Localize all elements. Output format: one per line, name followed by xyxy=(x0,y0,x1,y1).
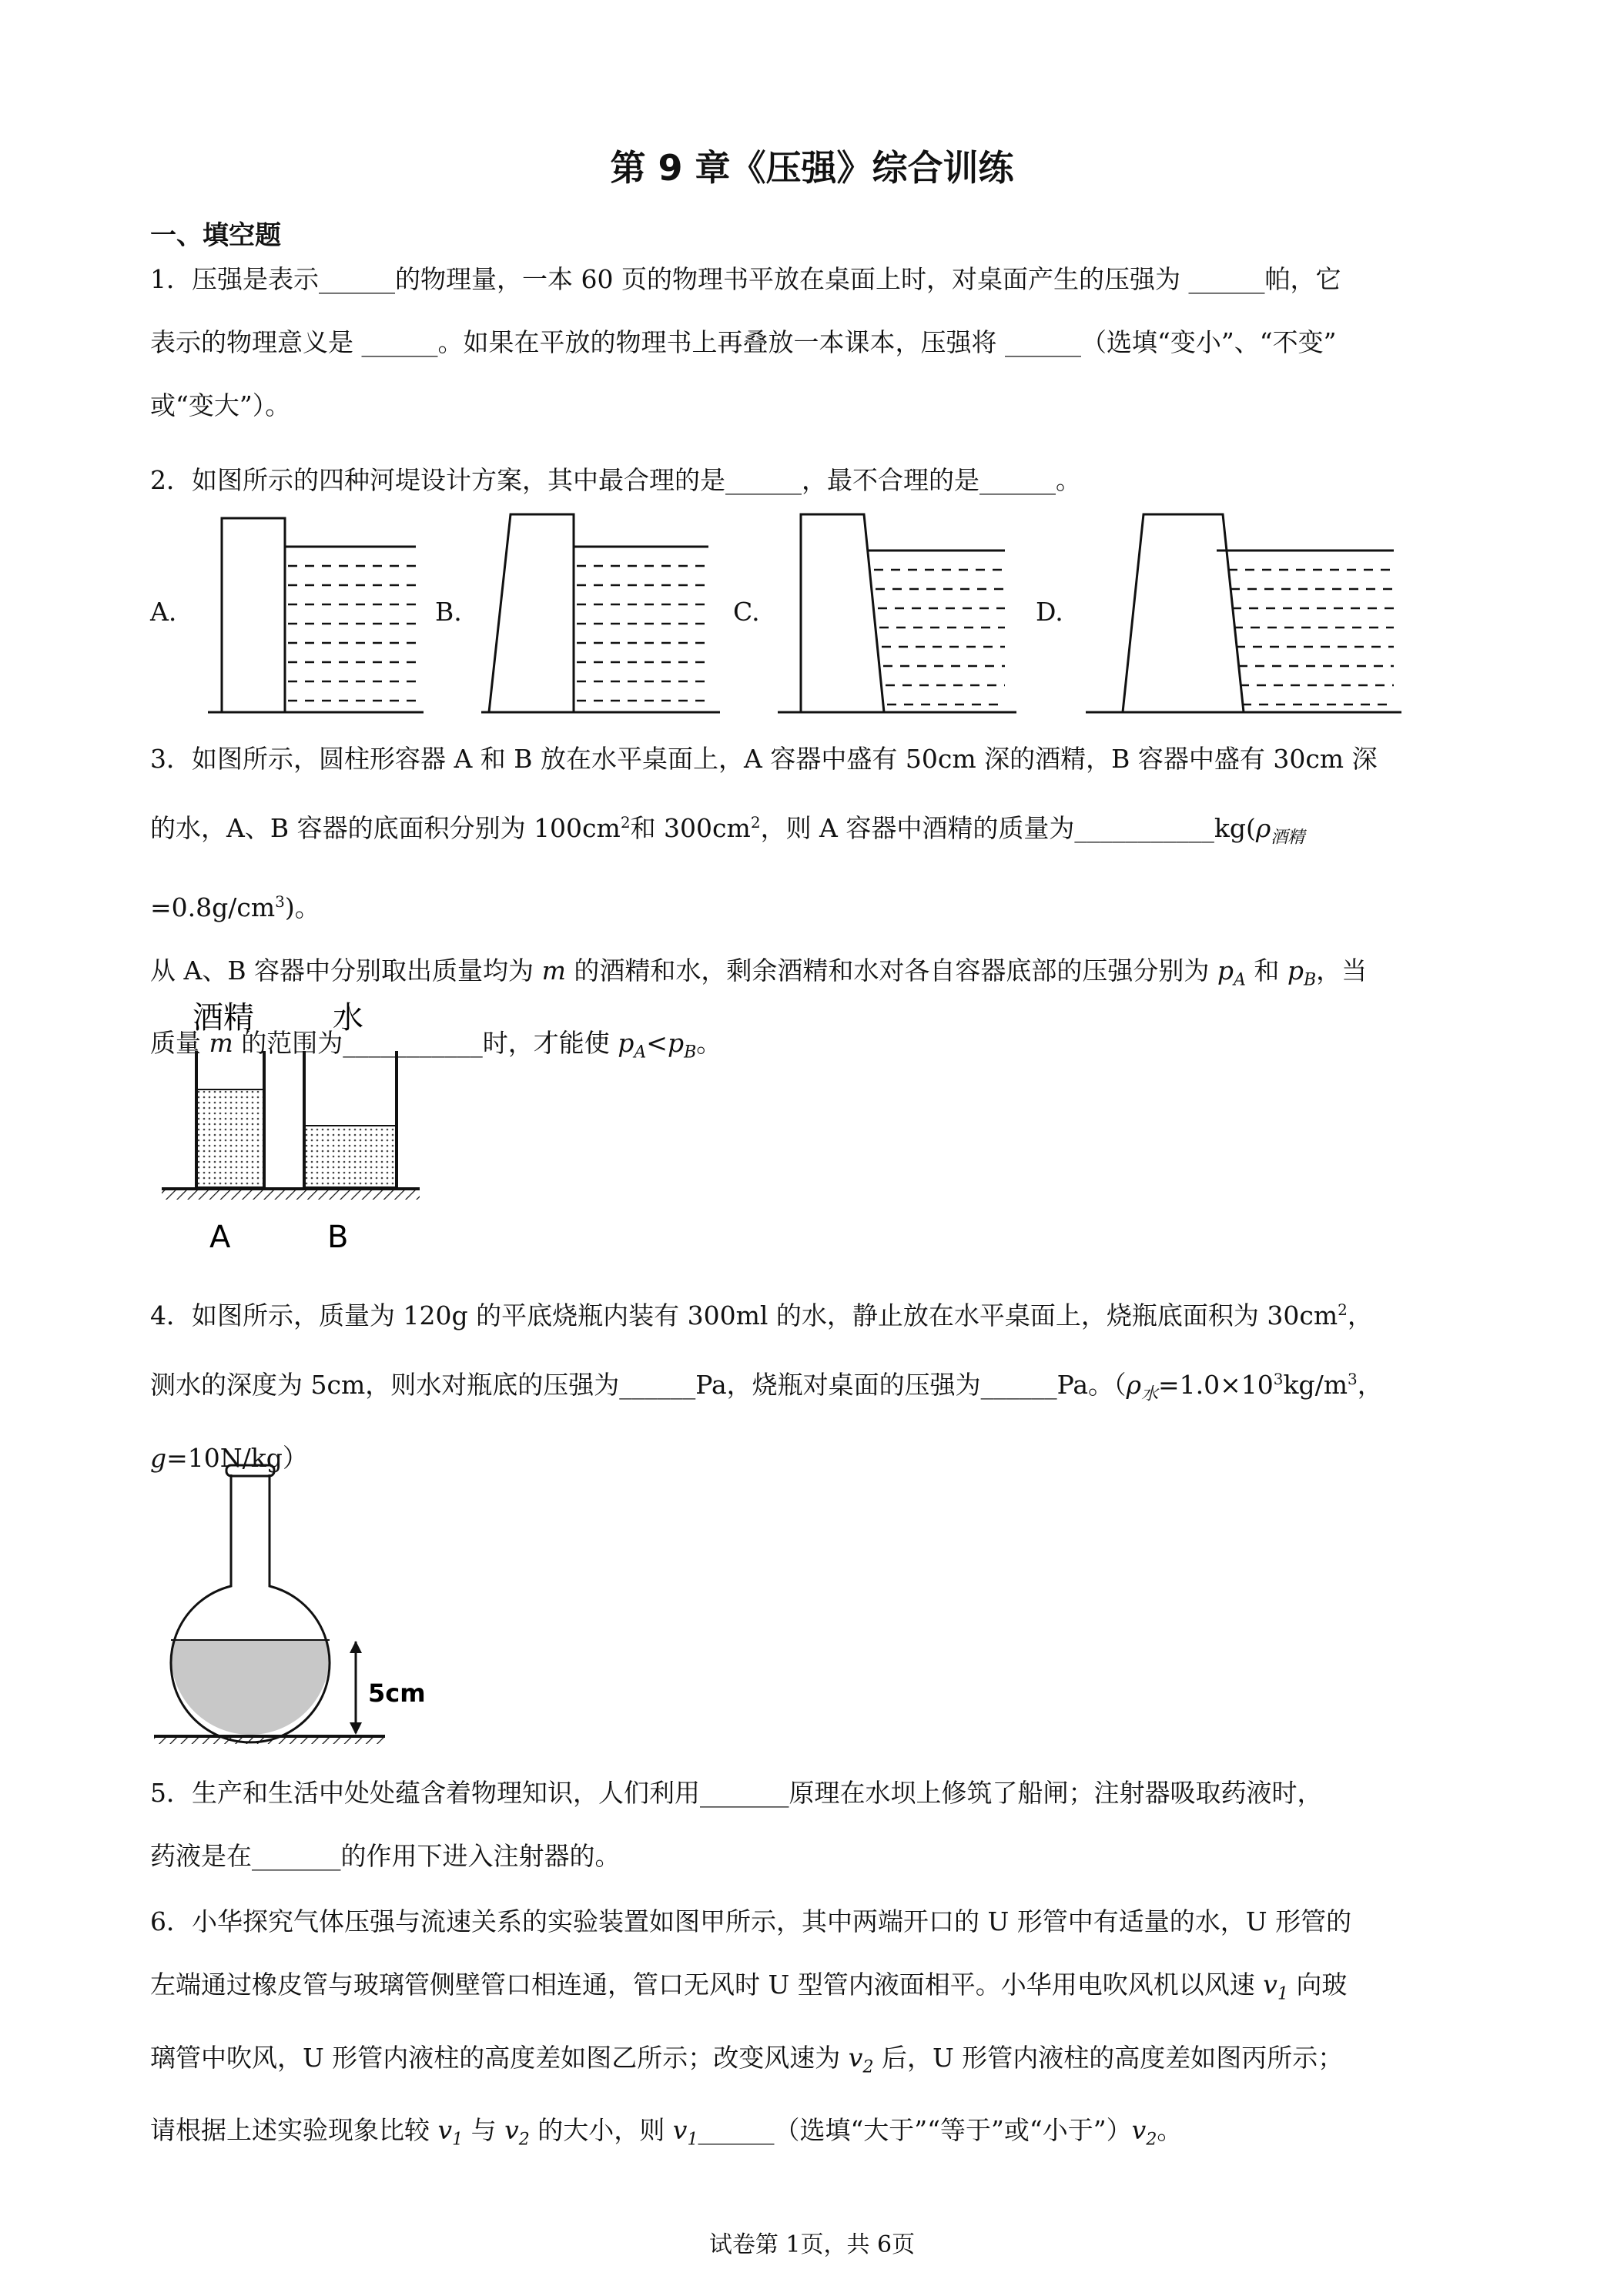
q6-v2-symbol-2: v xyxy=(504,2115,519,2146)
q1-line1: 1．压强是表示______的物理量，一本 60 页的物理书平放在桌面上时，对桌面产生的压强为 ______帕，它 xyxy=(150,264,1341,294)
q3-pressure-symbol-c: p xyxy=(618,1028,635,1059)
q3-line2-text-e: )。 xyxy=(284,892,320,922)
q3-pressure-symbol-a: p xyxy=(1217,955,1234,986)
dam-diagram-d xyxy=(1086,508,1409,716)
q3-mass-symbol: m xyxy=(541,955,566,986)
q6-line4-text-a: 请根据上述实验现象比较 xyxy=(150,2115,438,2146)
q6-line3-text-a: 璃管中吹风，U 形管内液柱的高度差如图乙所示；改变风速为 xyxy=(150,2042,849,2073)
question-1 xyxy=(150,248,1475,437)
option-b-label: B. xyxy=(435,597,462,627)
q6-line4 xyxy=(150,2099,1475,2172)
q3-subscript-b: B xyxy=(1303,970,1317,990)
q4-rho-subscript: 水 xyxy=(1140,1384,1158,1404)
q4-line2 xyxy=(150,1347,1475,1427)
q3-line4-text-a: 质量 xyxy=(150,1028,209,1059)
option-c-label: C. xyxy=(733,597,760,627)
q4-exponent: 3 xyxy=(1273,1370,1284,1388)
q2-line1: 2．如图所示的四种河堤设计方案，其中最合理的是______，最不合理的是______。 xyxy=(150,465,1081,495)
q6-line4-text-c: 的大小，则 xyxy=(529,2115,673,2146)
q4-line3-text: =10N/kg） xyxy=(166,1442,308,1473)
q3-less-than: < xyxy=(646,1028,668,1059)
q4-line2-text-a: 测水的深度为 5cm，则水对瓶底的压强为______Pa，烧瓶对桌面的压强为______Pa。（ xyxy=(150,1370,1127,1400)
flask-diagram xyxy=(146,1451,439,1744)
q4-line2-text-c: kg/m xyxy=(1283,1370,1348,1400)
q3-line2-text-d: =0.8g/cm xyxy=(150,892,276,922)
q6-v1-symbol: v xyxy=(1263,1970,1277,2000)
q3-pressure-symbol-b: p xyxy=(1287,955,1304,986)
q6-v1-subscript: 1 xyxy=(1277,1984,1288,2004)
depth-label: 5cm xyxy=(368,1678,426,1708)
dam-diagram-c xyxy=(778,508,1016,716)
q6-line2-text-b: 向玻 xyxy=(1287,1970,1348,2000)
question-2 xyxy=(150,449,1475,512)
q6-v1-subscript-2: 1 xyxy=(452,2130,464,2150)
containers-diagram xyxy=(154,993,431,1263)
q3-line3-text-a: 从 A、B 容器中分别取出质量均为 xyxy=(150,955,542,986)
q3-subscript-a2: A xyxy=(634,1043,647,1063)
q3-rho: ρ xyxy=(1255,813,1271,843)
q4-superscript-2: 2 xyxy=(1338,1300,1348,1319)
question-6 xyxy=(150,1890,1475,2172)
q3-subscript-b2: B xyxy=(684,1043,697,1063)
q3-line3-text-b: 的酒精和水，剩余酒精和水对各自容器底部的压强分别为 xyxy=(565,955,1217,986)
q3-rho-subscript: 酒精 xyxy=(1271,828,1305,848)
dam-diagram-a xyxy=(208,512,424,716)
page-title: 第 9 章《压强》综合训练 xyxy=(610,147,1014,189)
q6-v2-symbol-3: v xyxy=(1131,2115,1147,2146)
water-label: 水 xyxy=(333,1000,363,1036)
q3-line1: 3．如图所示，圆柱形容器 A 和 B 放在水平桌面上，A 容器中盛有 50cm 深的酒精，B 容器中盛有 30cm 深 xyxy=(150,744,1378,774)
q3-superscript-2b: 2 xyxy=(750,813,761,832)
q4-line1-text-a: 4．如图所示，质量为 120g 的平底烧瓶内装有 300ml 的水，静止放在水平桌面上，烧瓶底面积为 30cm xyxy=(150,1300,1338,1330)
option-a-label: A. xyxy=(150,597,177,627)
question-5 xyxy=(150,1762,1475,1888)
q6-line2-text: 左端通过橡皮管与玻璃管侧壁管口相连通，管口无风时 U 型管内液面相平。小华用电吹风机以风速 xyxy=(150,1970,1264,2000)
q6-v2-subscript: 2 xyxy=(862,2057,874,2077)
q6-v2-symbol: v xyxy=(848,2042,863,2073)
section-heading: 一、填空题 xyxy=(150,220,281,251)
q6-line2 xyxy=(150,1953,1475,2027)
q4-rho: ρ xyxy=(1126,1370,1141,1400)
container-b-label: B xyxy=(327,1220,349,1255)
q3-end: 。 xyxy=(696,1028,722,1059)
dam-diagram-b xyxy=(481,508,720,716)
q4-line2-text-d: ， xyxy=(1357,1370,1383,1400)
q6-v1-symbol-2: v xyxy=(437,2115,453,2146)
q6-line4-text-d: ______（选填“大于”“等于”或“小于”） xyxy=(698,2115,1132,2146)
q6-v2-subscript-3: 2 xyxy=(1146,2130,1157,2150)
q6-line3 xyxy=(150,2027,1475,2100)
q3-superscript-3: 3 xyxy=(275,892,285,911)
q1-line3: 或“变大”）。 xyxy=(150,390,291,420)
option-d-label: D. xyxy=(1036,597,1063,627)
page-footer: 试卷第 1页，共 6页 xyxy=(708,2231,916,2258)
q6-line4-text-b: 与 xyxy=(463,2115,505,2146)
q5-line1: 5．生产和生活中处处蕴含着物理知识，人们利用_______原理在水坝上修筑了船闸；注射器吸取药液时， xyxy=(150,1778,1323,1808)
q3-line2-text-c: ，则 A 容器中酒精的质量为___________kg( xyxy=(760,813,1256,843)
q6-line3-text-b: 后，U 形管内液柱的高度差如图丙所示； xyxy=(873,2042,1344,2073)
q6-v1-symbol-3: v xyxy=(672,2115,688,2146)
q1-line2: 表示的物理意义是 ______。如果在平放的物理书上再叠放一本课本，压强将 ______（选填“变小”、“不变” xyxy=(150,327,1337,357)
q6-line1: 6．小华探究气体压强与流速关系的实验装置如图甲所示，其中两端开口的 U 形管中有适量的水，U 形管的 xyxy=(150,1906,1352,1936)
q4-g-symbol: g xyxy=(150,1442,167,1473)
q5-line2: 药液是在_______的作用下进入注射器的。 xyxy=(150,1841,621,1871)
q4-line1-text-b: ， xyxy=(1347,1300,1373,1330)
q3-line4-text-b: 的范围为___________时，才能使 xyxy=(233,1028,618,1059)
q4-line2-text-b: =1.0×10 xyxy=(1157,1370,1274,1400)
q3-line2 xyxy=(150,791,1475,939)
q6-v2-subscript-2: 2 xyxy=(518,2130,530,2150)
q4-line1 xyxy=(150,1278,1475,1347)
q3-line2-text-a: 的水，A、B 容器的底面积分别为 100cm xyxy=(150,813,621,843)
q3-line3-text-c: ，当 xyxy=(1316,955,1368,986)
q6-v1-subscript-3: 1 xyxy=(687,2130,698,2150)
q3-subscript-a: A xyxy=(1233,970,1246,990)
container-a-label: A xyxy=(209,1220,231,1255)
q4-exponent-2: 3 xyxy=(1348,1370,1358,1388)
q3-and: 和 xyxy=(1245,955,1287,986)
q3-line2-text-b: 和 300cm xyxy=(630,813,751,843)
q6-line4-text-e: 。 xyxy=(1157,2115,1183,2146)
q3-pressure-symbol-d: p xyxy=(667,1028,685,1059)
alcohol-label: 酒精 xyxy=(193,1000,254,1036)
q3-mass-symbol-2: m xyxy=(209,1028,233,1059)
q3-superscript-2: 2 xyxy=(620,813,631,832)
